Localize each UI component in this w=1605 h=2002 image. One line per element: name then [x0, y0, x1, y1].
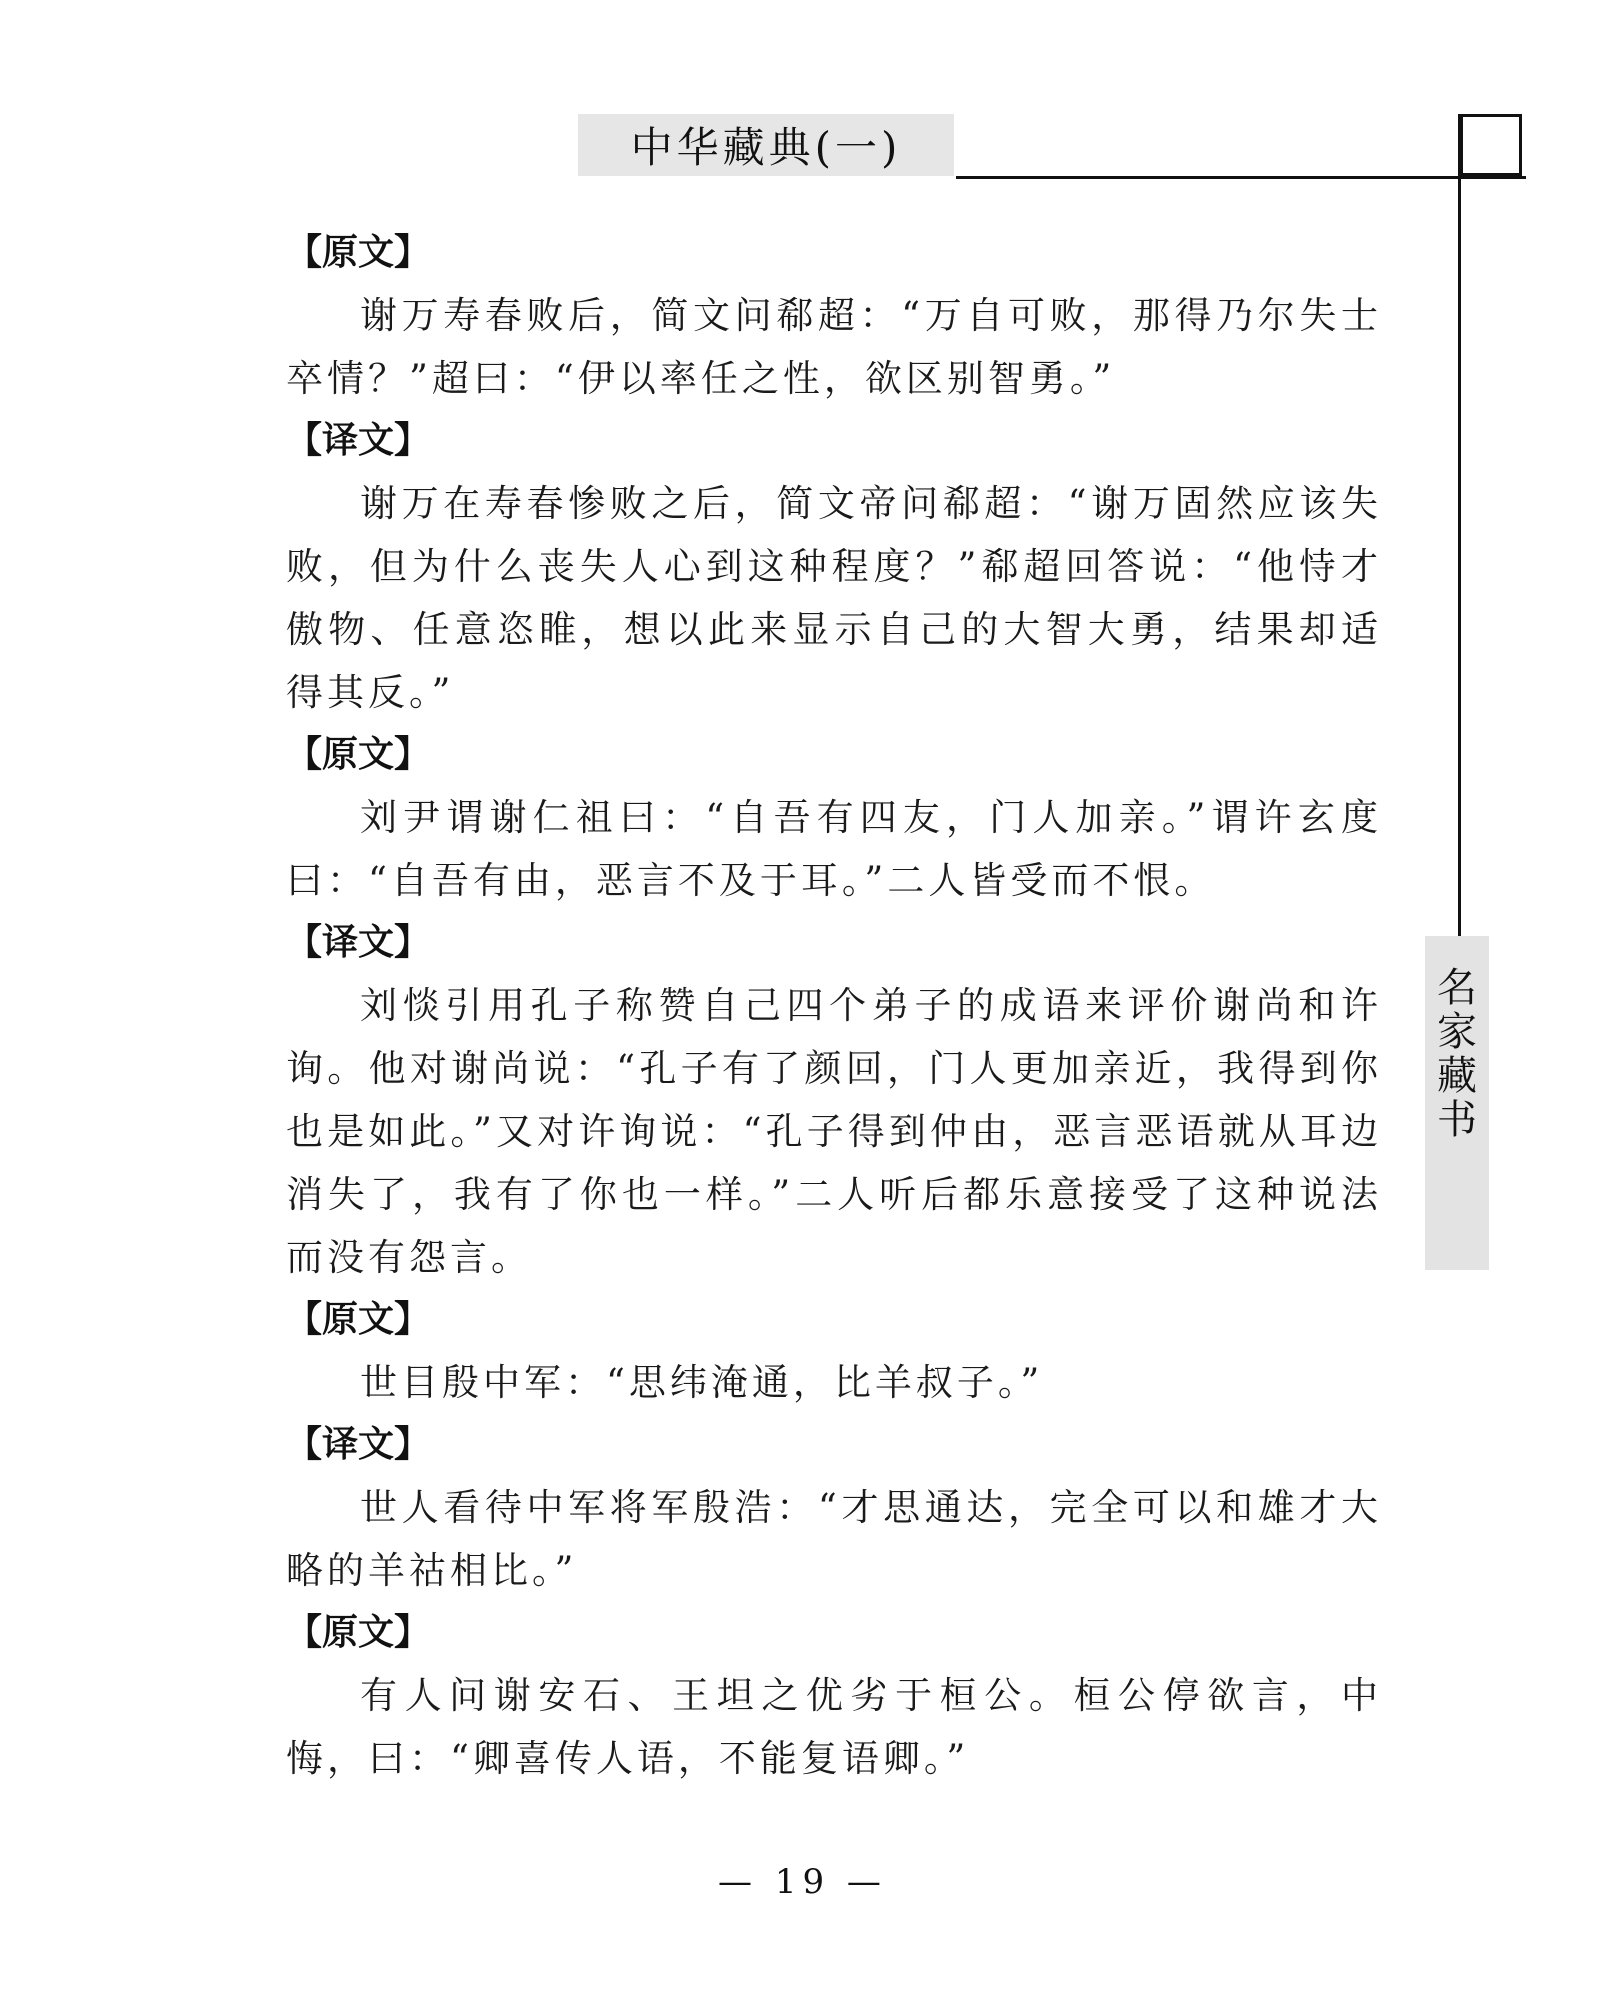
section-heading-original: 【原文】: [286, 1299, 431, 1340]
section-paragraph: 世目殷中军：“思纬淹通，比羊叔子。”: [360, 1361, 1044, 1404]
side-tab-char: 名: [1437, 965, 1477, 1011]
section-paragraph: 有人问谢安石、王坦之优劣于桓公。桓公停欲言，中悔，曰：“卿喜传人语，不能复语卿。”: [286, 1674, 1382, 1780]
page-body: [286, 222, 1382, 1790]
section-heading-translation: 【译文】: [286, 1424, 431, 1465]
side-tab: [1425, 936, 1489, 1270]
section-paragraph: 世人看待中军将军殷浩：“才思通达，完全可以和雄才大略的羊祜相比。”: [286, 1486, 1382, 1592]
book-title: 中华藏典(一): [578, 114, 954, 176]
section-heading-translation: 【译文】: [286, 420, 431, 461]
side-tab-char: 藏: [1437, 1053, 1477, 1099]
section-paragraph: 谢万在寿春惨败之后，简文帝问郗超：“谢万固然应该失败，但为什么丧失人心到这种程度？”郗超回答说：“他恃才傲物、任意恣睢，想以此来显示自己的大智大勇，结果却适得其反。”: [286, 482, 1382, 714]
corner-box: [1460, 114, 1522, 176]
section-paragraph: 谢万寿春败后，简文问郗超：“万自可败，那得乃尔失士卒情？”超曰：“伊以率任之性，欲区别智勇。”: [286, 294, 1382, 400]
section-paragraph: 刘惔引用孔子称赞自己四个弟子的成语来评价谢尚和许询。他对谢尚说：“孔子有了颜回，门人更加亲近，我得到你也是如此。”又对许询说：“孔子得到仲由，恶言恶语就从耳边消失了，我有了你也一样。”二人听后都乐意接受了这种说法而没有怨言。: [286, 984, 1382, 1279]
section-heading-original: 【原文】: [286, 1612, 431, 1653]
header-rule: [956, 176, 1526, 179]
section-paragraph: 刘尹谓谢仁祖曰：“自吾有四友，门人加亲。”谓许玄度曰：“自吾有由，恶言不及于耳。”二人皆受而不恨。: [286, 796, 1382, 902]
section-heading-original: 【原文】: [286, 734, 431, 775]
side-rule: [1458, 114, 1461, 936]
section-heading-translation: 【译文】: [286, 922, 431, 963]
page-number: — 19 —: [718, 1862, 887, 1902]
side-tab-char: 书: [1437, 1097, 1477, 1143]
side-tab-char: 家: [1437, 1009, 1477, 1055]
section-heading-original: 【原文】: [286, 232, 431, 273]
